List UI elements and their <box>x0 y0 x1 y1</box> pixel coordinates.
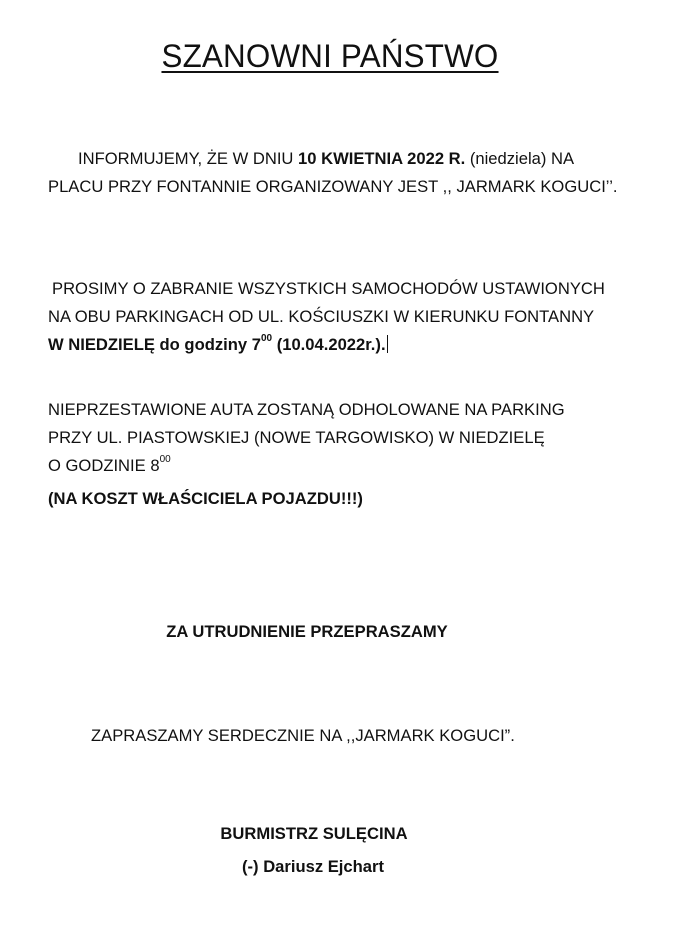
paragraph-1-after-date: (niedziela) NA <box>465 149 575 168</box>
signature-role: BURMISTRZ SULĘCINA <box>220 824 408 843</box>
invitation-text: ZAPRASZAMY SERDECZNIE NA ,,JARMARK KOGUCI”. <box>91 726 515 745</box>
apology-text: ZA UTRUDNIENIE PRZEPRASZAMY <box>166 622 448 641</box>
deadline-date: (10.04.2022r.). <box>272 335 386 354</box>
towing-time-minutes: 00 <box>159 454 171 466</box>
paragraph-2-line-2: NA OBU PARKINGACH OD UL. KOŚCIUSZKI W KIERUNKU FONTANNY <box>48 307 595 326</box>
paragraph-2-line-3 <box>48 331 388 359</box>
signature-name: (-) Dariusz Ejchart <box>242 857 384 876</box>
paragraph-3-line-2: PRZY UL. PIASTOWSKIEJ (NOWE TARGOWISKO) W NIEDZIELĘ <box>48 428 545 447</box>
paragraph-2-line-1: PROSIMY O ZABRANIE WSZYSTKICH SAMOCHODÓW USTAWIONYCH <box>52 279 605 298</box>
text-cursor <box>387 335 388 353</box>
paragraph-3-cost-note: (NA KOSZT WŁAŚCICIELA POJAZDU!!!) <box>48 489 363 508</box>
document-title: SZANOWNI PAŃSTWO <box>161 38 499 74</box>
paragraph-1-prefix: INFORMUJEMY, ŻE W DNIU <box>78 149 299 168</box>
deadline-text: W NIEDZIELĘ do godziny 7 <box>48 335 261 354</box>
towing-time-text: O GODZINIE 8 <box>48 456 160 475</box>
paragraph-3-line-1: NIEPRZESTAWIONE AUTA ZOSTANĄ ODHOLOWANE NA PARKING <box>48 400 565 419</box>
paragraph-3-line-3 <box>48 452 171 480</box>
deadline-minutes: 00 <box>260 333 273 345</box>
event-date: 10 KWIETNIA 2022 R. <box>298 149 466 168</box>
paragraph-1-line-1 <box>78 145 574 173</box>
paragraph-1-line-2: PLACU PRZY FONTANNIE ORGANIZOWANY JEST ,, JARMARK KOGUCI’’. <box>48 177 618 196</box>
